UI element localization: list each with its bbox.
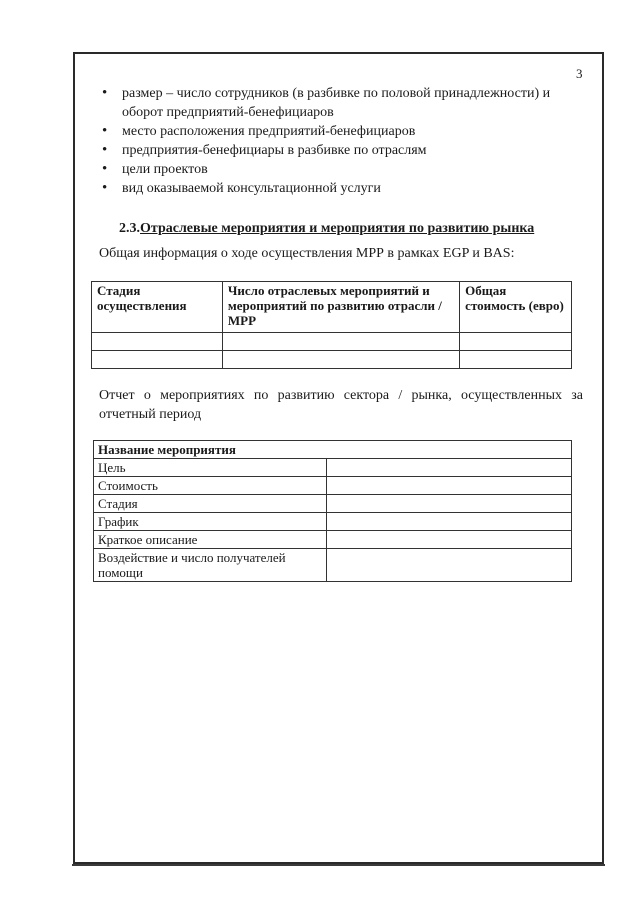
table-row xyxy=(94,513,572,531)
table-header-row xyxy=(94,441,572,459)
table-row xyxy=(94,459,572,477)
page-number: 3 xyxy=(576,66,583,81)
list-item: • размер – число сотрудников (в разбивке по половой принадлежности) и оборот предприятий-бенефициаров xyxy=(96,84,591,122)
list-item: • цели проектов xyxy=(96,160,591,179)
list-item: • предприятия-бенефициары в разбивке по отраслям xyxy=(96,141,591,160)
table-cell[interactable] xyxy=(326,531,571,549)
table-cell[interactable] xyxy=(326,459,571,477)
table-cell[interactable] xyxy=(326,477,571,495)
table-header-cell: Название мероприятия xyxy=(94,441,572,459)
table-cell[interactable] xyxy=(222,333,459,351)
table-header-cell: Общая стоимость (евро) xyxy=(460,282,572,333)
table-row xyxy=(94,531,572,549)
table-header-cell: Стадия осуществления xyxy=(92,282,223,333)
list-item: • вид оказываемой консультационной услуги xyxy=(96,179,591,198)
mrr-summary-table xyxy=(91,281,572,369)
row-label: Цель xyxy=(94,459,327,477)
section-number: 2.3. xyxy=(119,221,140,236)
row-label: Воздействие и число получателей помощи xyxy=(94,549,327,582)
row-label: Стоимость xyxy=(94,477,327,495)
table-cell[interactable] xyxy=(326,495,571,513)
table-cell[interactable] xyxy=(326,513,571,531)
row-label: Стадия xyxy=(94,495,327,513)
section-heading xyxy=(119,221,534,237)
table-header-row xyxy=(92,282,572,333)
table-row xyxy=(94,495,572,513)
table-cell[interactable] xyxy=(92,333,223,351)
row-label: График xyxy=(94,513,327,531)
table-cell[interactable] xyxy=(326,549,571,582)
table-header-cell: Число отраслевых мероприятий и мероприятий по развитию отрасли / МРР xyxy=(222,282,459,333)
table-cell[interactable] xyxy=(92,351,223,369)
section-title: Отраслевые мероприятия и мероприятия по развитию рынка xyxy=(140,221,535,236)
report-paragraph: Отчет о мероприятиях по развитию сектора / рынка, осуществленных за отчетный период xyxy=(99,388,583,422)
table-cell[interactable] xyxy=(222,351,459,369)
table-row xyxy=(92,351,572,369)
table-cell[interactable] xyxy=(460,351,572,369)
table-row xyxy=(94,549,572,582)
table-cell[interactable] xyxy=(460,333,572,351)
activity-report-table xyxy=(93,440,572,582)
intro-paragraph: Общая информация о ходе осуществления МРР в рамках EGP и BAS: xyxy=(99,246,515,261)
row-label: Краткое описание xyxy=(94,531,327,549)
table-row xyxy=(92,333,572,351)
table-row xyxy=(94,477,572,495)
list-item: • место расположения предприятий-бенефициаров xyxy=(96,122,591,141)
bullet-list xyxy=(96,84,591,198)
